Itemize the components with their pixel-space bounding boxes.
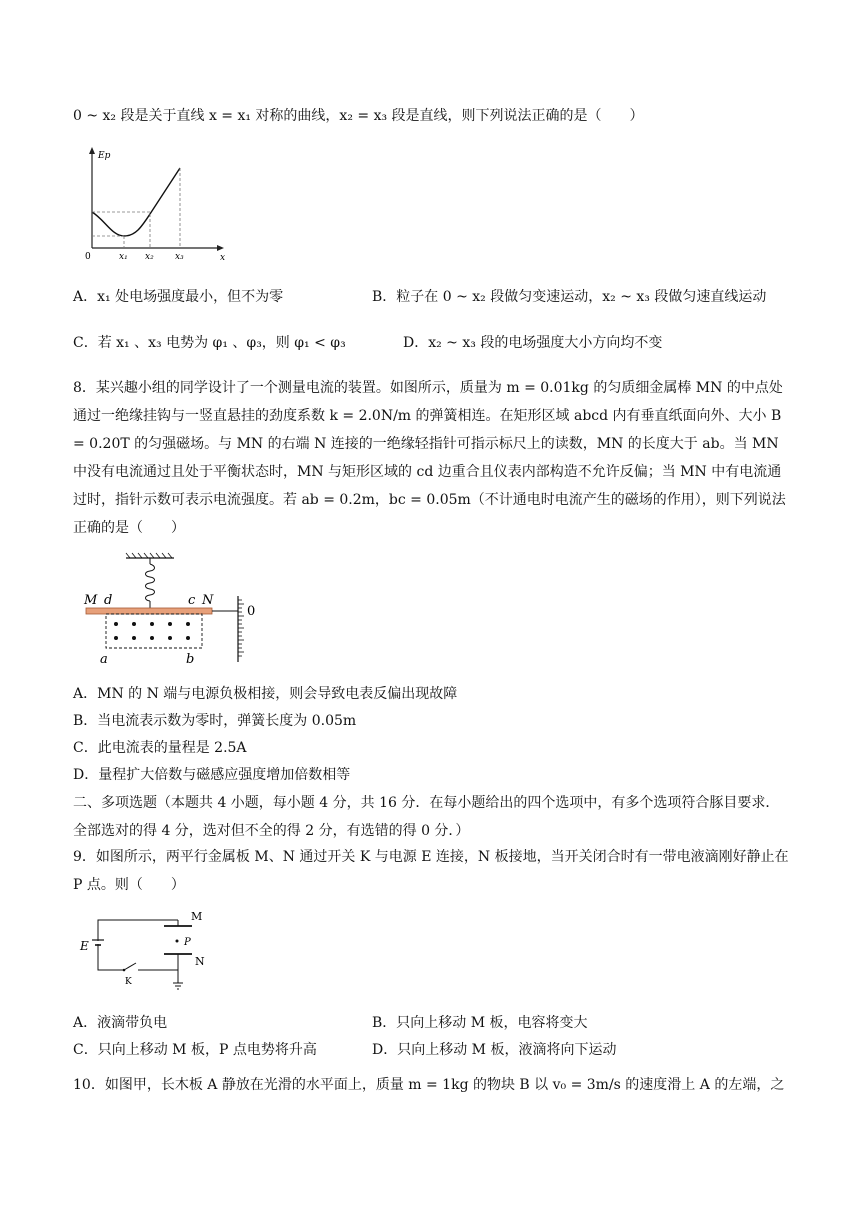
q7-graph-ylabel: Ep	[98, 151, 111, 161]
q8-label-c: c	[188, 593, 196, 608]
q8-stem: 8．某兴趣小组的同学设计了一个测量电流的装置。如图所示，质量为 m = 0.01kg 的匀质细金属棒 MN 的中点处通过一绝缘挂钩与一竖直悬挂的劲度系数 k = 2.0N/m 的弹簧相连。在矩形区域 abcd 内有垂直纸面向外、大小 B = 0.20T 的匀强磁场。与 MN 的右端 N 连接的一绝缘轻指针可指示标尺上的读数，MN 的长度大于 ab。当 MN 中没有电流通过且处于平衡状态时，MN 与矩形区域的 cd 边重合且仪表内部构造不允许反偏；当 MN 中有电流通过时，指针示数可表示电流强度。若 ab = 0.2m，bc = 0.05m（不计通电时电流产生的磁场的作用），则下列说法正确的是（ ）	[73, 380, 786, 536]
q8-label-n: N	[202, 593, 214, 608]
q10-stem: 10．如图甲，长木板 A 静放在光滑的水平面上，质量 m = 1kg 的物块 B 以 v₀ = 3m/s 的速度滑上 A 的左端，之	[73, 1077, 785, 1093]
q8-option-a: A．MN 的 N 端与电源负极相接，则会导致电表反偏出现故障	[73, 686, 458, 702]
q8-label-b: b	[186, 652, 195, 667]
q7-option-c: C．若 x₁ 、x₃ 电势为 φ₁ 、φ₃，则 φ₁ < φ₃	[73, 335, 346, 351]
q7-graph-xlabel: x	[220, 253, 226, 263]
q9-option-b: B．只向上移动 M 板，电容将变大	[372, 1015, 588, 1031]
q7-graph-tick-x2: x₂	[145, 252, 154, 262]
q8-option-b: B．当电流表示数为零时，弹簧长度为 0.05m	[73, 713, 357, 729]
q7-stem: 0 ~ x₂ 段是关于直线 x = x₁ 对称的曲线，x₂ = x₃ 段是直线，则下列说法正确的是（ ）	[73, 108, 644, 124]
q7-graph-tick-x1: x₁	[119, 252, 128, 262]
q9-label-p: P	[184, 937, 191, 948]
q7-ep-graph	[80, 146, 230, 264]
q7-graph-tick-x3: x₃	[175, 252, 184, 262]
q8-ammeter-figure	[82, 552, 262, 670]
q7-option-a: A．x₁ 处电场强度最小，但不为零	[73, 289, 284, 305]
q8-label-zero: 0	[247, 604, 256, 619]
q8-option-c: C．此电流表的量程是 2.5A	[73, 740, 247, 756]
q9-circuit-figure	[78, 908, 218, 994]
q8-option-d: D．量程扩大倍数与磁感应强度增加倍数相等	[73, 767, 351, 783]
q9-label-e: E	[80, 939, 89, 953]
q9-label-k: K	[125, 977, 132, 987]
section-two-instructions: 二、多项选题（本题共 4 小题，每小题 4 分，共 16 分．在每小题给出的四个选项中，有多个选项符合豚目要求．全部选对的得 4 分，选对但不全的得 2 分，有选错的得 0 分．）	[73, 795, 780, 839]
q8-label-a: a	[100, 652, 108, 667]
q9-label-m: M	[191, 910, 203, 923]
q9-option-c: C．只向上移动 M 板，P 点电势将升高	[73, 1042, 317, 1058]
q9-label-n: N	[195, 955, 205, 968]
q8-label-d: d	[104, 593, 113, 608]
q7-option-d: D．x₂ ~ x₃ 段的电场强度大小方向均不变	[403, 335, 663, 351]
q7-graph-origin: 0	[85, 252, 91, 262]
q8-label-m: M	[84, 593, 98, 608]
q7-option-b: B．粒子在 0 ~ x₂ 段做匀变速运动，x₂ ~ x₃ 段做匀速直线运动	[372, 289, 767, 305]
q9-option-a: A．液滴带负电	[73, 1015, 168, 1031]
q9-option-d: D．只向上移动 M 板，液滴将向下运动	[372, 1042, 617, 1058]
q9-stem: 9．如图所示，两平行金属板 M、N 通过开关 K 与电源 E 连接，N 板接地，当开关闭合时有一带电液滴刚好静止在 P 点。则（ ）	[73, 849, 789, 893]
